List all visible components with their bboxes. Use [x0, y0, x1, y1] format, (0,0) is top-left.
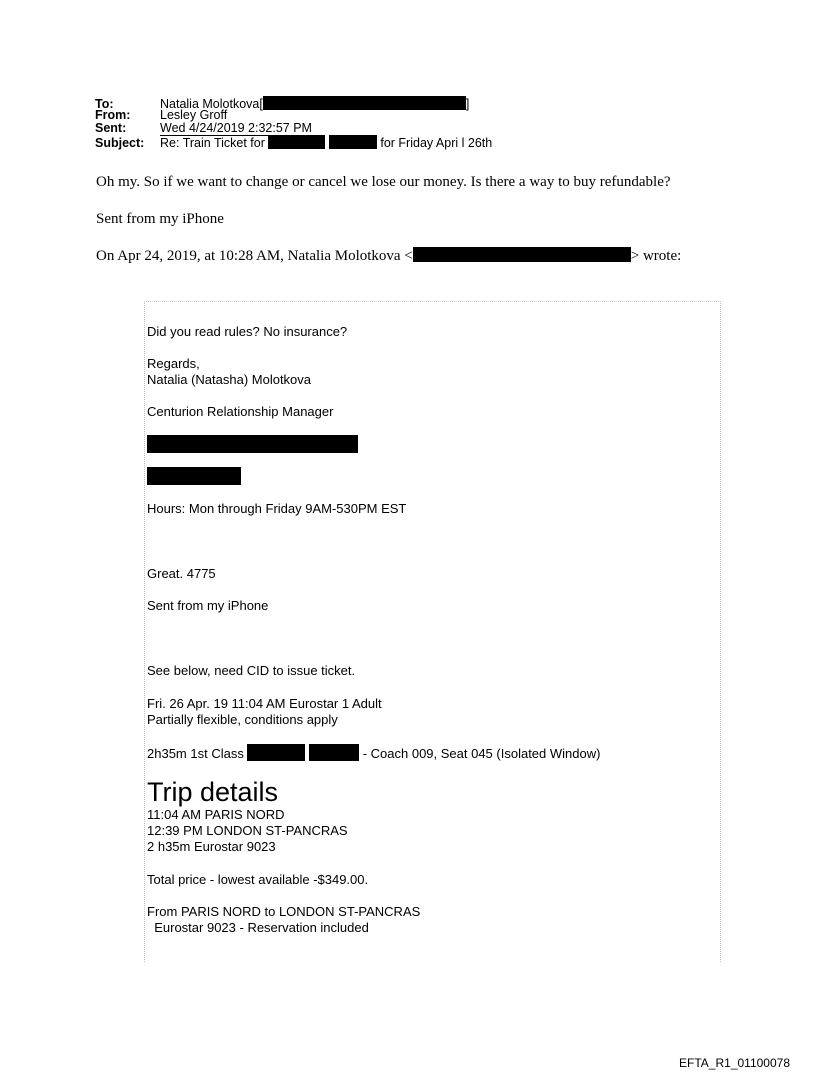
- redaction-block: [147, 467, 241, 485]
- redaction-block: [309, 744, 359, 761]
- route-text: From PARIS NORD to LONDON ST-PANCRAS: [147, 904, 421, 919]
- see-below-text: See below, need CID to issue ticket.: [147, 663, 356, 678]
- flexibility-text: Partially flexible, conditions apply: [147, 712, 338, 727]
- sent-from-iphone: Sent from my iPhone: [147, 598, 269, 613]
- signature-title: Centurion Relationship Manager: [147, 404, 334, 419]
- to-name: Natalia Molotkova[: [160, 97, 263, 111]
- departure-text: 11:04 AM PARIS NORD: [147, 807, 285, 822]
- class-prefix: 2h35m 1st Class: [147, 746, 244, 761]
- hours-text: Hours: Mon through Friday 9AM-530PM EST: [147, 501, 407, 516]
- redaction-block: [263, 96, 466, 110]
- from-label: From:: [95, 108, 131, 122]
- redaction-block: [268, 135, 325, 149]
- card-digits-text: Great. 4775: [147, 566, 216, 581]
- redaction-block: [147, 435, 358, 453]
- signature-name: Natalia (Natasha) Molotkova: [147, 372, 312, 387]
- redaction-block: [329, 135, 377, 149]
- sent-value: Wed 4/24/2019 2:32:57 PM: [160, 121, 312, 135]
- arrival-text: 12:39 PM LONDON ST-PANCRAS: [147, 823, 348, 838]
- train-reservation-text: Eurostar 9023 - Reservation included: [147, 920, 369, 935]
- quoted-question: Did you read rules? No insurance?: [147, 324, 348, 339]
- subject-prefix: Re: Train Ticket for: [160, 136, 265, 150]
- reply-attribution: [96, 247, 681, 265]
- class-seat-line: [147, 744, 600, 762]
- attribution-suffix: > wrote:: [630, 248, 682, 264]
- subject-suffix: for Friday Apri l 26th: [380, 136, 493, 150]
- body-message: Oh my. So if we want to change or cancel we lose our money. Is there a way to buy refundable?: [96, 174, 671, 190]
- sent-label: Sent:: [95, 121, 127, 135]
- total-price-text: Total price - lowest available -$349.00.: [147, 872, 369, 887]
- trip-summary: Fri. 26 Apr. 19 11:04 AM Eurostar 1 Adult: [147, 696, 382, 711]
- subject-label: Subject:: [95, 136, 145, 150]
- redaction-block: [413, 247, 631, 262]
- header-subject-row: [95, 135, 492, 150]
- to-close: ]: [465, 97, 470, 111]
- trip-details-heading: Trip details: [147, 777, 279, 807]
- to-label: To:: [95, 97, 114, 111]
- document-id: EFTA_R1_01100078: [679, 1056, 790, 1070]
- redaction-block: [247, 744, 305, 761]
- from-value: Lesley Groff: [160, 108, 228, 122]
- header-sent-row: [95, 122, 312, 135]
- attribution-prefix: On Apr 24, 2019, at 10:28 AM, Natalia Molotkova <: [96, 248, 413, 264]
- duration-text: 2 h35m Eurostar 9023: [147, 839, 276, 854]
- body-signature: Sent from my iPhone: [96, 211, 224, 227]
- quoted-message-frame: [144, 301, 721, 962]
- seat-details: - Coach 009, Seat 045 (Isolated Window): [362, 746, 601, 761]
- regards-text: Regards,: [147, 356, 200, 371]
